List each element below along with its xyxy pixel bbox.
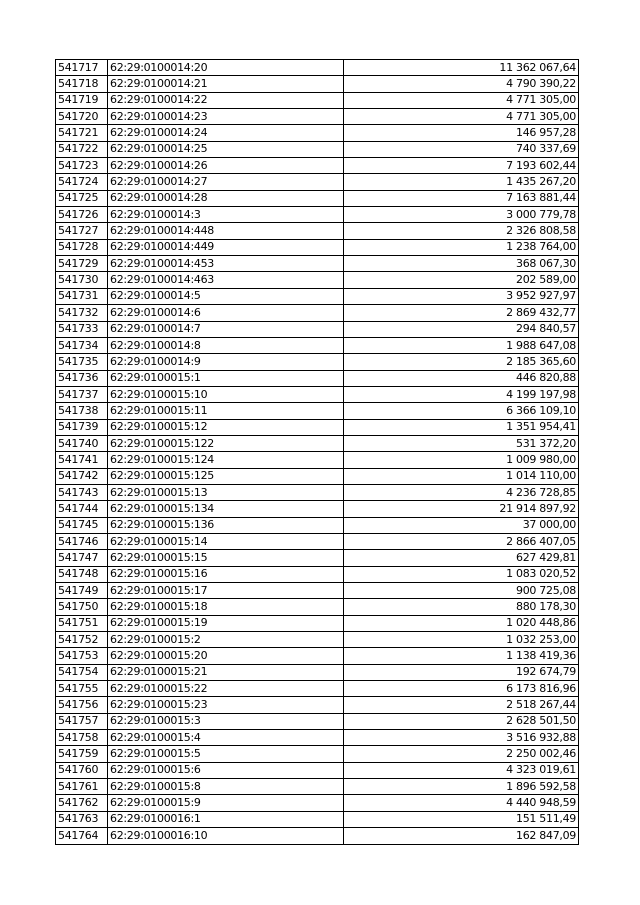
- cadastral-value-cell: 4 771 305,00: [344, 92, 579, 108]
- cadastral-value-cell: 1 083 020,52: [344, 566, 579, 582]
- cadastral-value-cell: 4 323 019,61: [344, 762, 579, 778]
- row-id-cell: 541726: [56, 207, 108, 223]
- table-row: [56, 533, 579, 549]
- row-id-cell: 541742: [56, 468, 108, 484]
- cadastral-number-cell: 62:29:0100015:5: [108, 746, 344, 762]
- row-id-cell: 541743: [56, 484, 108, 500]
- cadastral-value-cell: 294 840,57: [344, 321, 579, 337]
- cadastral-number-cell: 62:29:0100014:453: [108, 256, 344, 272]
- row-id-cell: 541728: [56, 239, 108, 255]
- table-row: [56, 795, 579, 811]
- table-row: [56, 256, 579, 272]
- cadastral-value-cell: 4 771 305,00: [344, 109, 579, 125]
- row-id-cell: 541721: [56, 125, 108, 141]
- cadastral-number-cell: 62:29:0100015:8: [108, 779, 344, 795]
- table-row: [56, 190, 579, 206]
- row-id-cell: 541725: [56, 190, 108, 206]
- cadastral-number-cell: 62:29:0100014:463: [108, 272, 344, 288]
- table-row: [56, 632, 579, 648]
- row-id-cell: 541735: [56, 354, 108, 370]
- cadastral-number-cell: 62:29:0100015:12: [108, 419, 344, 435]
- cadastral-number-cell: 62:29:0100014:28: [108, 190, 344, 206]
- table-row: [56, 158, 579, 174]
- row-id-cell: 541748: [56, 566, 108, 582]
- row-id-cell: 541736: [56, 370, 108, 386]
- cadastral-number-cell: 62:29:0100015:10: [108, 386, 344, 402]
- cadastral-number-cell: 62:29:0100014:6: [108, 305, 344, 321]
- table-row: [56, 811, 579, 827]
- row-id-cell: 541718: [56, 76, 108, 92]
- cadastral-number-cell: 62:29:0100016:1: [108, 811, 344, 827]
- cadastral-value-cell: 1 435 267,20: [344, 174, 579, 190]
- cadastral-number-cell: 62:29:0100014:3: [108, 207, 344, 223]
- cadastral-number-cell: 62:29:0100015:17: [108, 583, 344, 599]
- cadastral-value-cell: 4 236 728,85: [344, 484, 579, 500]
- cadastral-value-cell: 7 193 602,44: [344, 158, 579, 174]
- row-id-cell: 541744: [56, 501, 108, 517]
- cadastral-number-cell: 62:29:0100014:25: [108, 141, 344, 157]
- cadastral-value-cell: 202 589,00: [344, 272, 579, 288]
- cadastral-value-cell: 1 009 980,00: [344, 452, 579, 468]
- cadastral-value-cell: 900 725,08: [344, 583, 579, 599]
- row-id-cell: 541750: [56, 599, 108, 615]
- cadastral-value-cell: 11 362 067,64: [344, 60, 579, 76]
- table-row: [56, 109, 579, 125]
- cadastral-value-cell: 146 957,28: [344, 125, 579, 141]
- table-row: [56, 141, 579, 157]
- row-id-cell: 541746: [56, 533, 108, 549]
- table-row: [56, 174, 579, 190]
- table-row: [56, 125, 579, 141]
- cadastral-value-cell: 627 429,81: [344, 550, 579, 566]
- cadastral-value-cell: 1 896 592,58: [344, 779, 579, 795]
- cadastral-value-cell: 1 014 110,00: [344, 468, 579, 484]
- row-id-cell: 541752: [56, 632, 108, 648]
- row-id-cell: 541724: [56, 174, 108, 190]
- cadastral-number-cell: 62:29:0100014:23: [108, 109, 344, 125]
- cadastral-value-cell: 2 518 267,44: [344, 697, 579, 713]
- table-row: [56, 288, 579, 304]
- cadastral-number-cell: 62:29:0100016:10: [108, 828, 344, 844]
- table-row: [56, 599, 579, 615]
- row-id-cell: 541717: [56, 60, 108, 76]
- cadastral-number-cell: 62:29:0100015:23: [108, 697, 344, 713]
- cadastral-number-cell: 62:29:0100015:15: [108, 550, 344, 566]
- cadastral-value-cell: 368 067,30: [344, 256, 579, 272]
- cadastral-number-cell: 62:29:0100015:1: [108, 370, 344, 386]
- cadastral-number-cell: 62:29:0100015:9: [108, 795, 344, 811]
- cadastral-value-cell: 2 869 432,77: [344, 305, 579, 321]
- table-row: [56, 386, 579, 402]
- cadastral-value-cell: 1 238 764,00: [344, 239, 579, 255]
- cadastral-number-cell: 62:29:0100014:7: [108, 321, 344, 337]
- cadastral-number-cell: 62:29:0100015:11: [108, 403, 344, 419]
- cadastral-value-cell: 3 952 927,97: [344, 288, 579, 304]
- cadastral-number-cell: 62:29:0100015:4: [108, 730, 344, 746]
- table-row: [56, 697, 579, 713]
- row-id-cell: 541762: [56, 795, 108, 811]
- row-id-cell: 541733: [56, 321, 108, 337]
- cadastral-value-cell: 1 988 647,08: [344, 337, 579, 353]
- table-row: [56, 583, 579, 599]
- table-row: [56, 321, 579, 337]
- table-row: [56, 746, 579, 762]
- row-id-cell: 541764: [56, 828, 108, 844]
- cadastral-number-cell: 62:29:0100015:6: [108, 762, 344, 778]
- cadastral-value-cell: 37 000,00: [344, 517, 579, 533]
- table-row: [56, 370, 579, 386]
- row-id-cell: 541747: [56, 550, 108, 566]
- row-id-cell: 541727: [56, 223, 108, 239]
- cadastral-value-table: [55, 59, 579, 845]
- table-row: [56, 60, 579, 76]
- cadastral-number-cell: 62:29:0100014:5: [108, 288, 344, 304]
- row-id-cell: 541754: [56, 664, 108, 680]
- cadastral-value-cell: 4 199 197,98: [344, 386, 579, 402]
- cadastral-value-cell: 2 185 365,60: [344, 354, 579, 370]
- row-id-cell: 541758: [56, 730, 108, 746]
- cadastral-number-cell: 62:29:0100015:21: [108, 664, 344, 680]
- cadastral-number-cell: 62:29:0100014:27: [108, 174, 344, 190]
- row-id-cell: 541760: [56, 762, 108, 778]
- cadastral-number-cell: 62:29:0100015:16: [108, 566, 344, 582]
- cadastral-value-cell: 6 173 816,96: [344, 681, 579, 697]
- table-row: [56, 615, 579, 631]
- row-id-cell: 541745: [56, 517, 108, 533]
- cadastral-number-cell: 62:29:0100015:22: [108, 681, 344, 697]
- table-row: [56, 762, 579, 778]
- cadastral-number-cell: 62:29:0100014:448: [108, 223, 344, 239]
- table-row: [56, 272, 579, 288]
- table-body: [56, 60, 579, 845]
- cadastral-value-cell: 151 511,49: [344, 811, 579, 827]
- cadastral-number-cell: 62:29:0100015:18: [108, 599, 344, 615]
- row-id-cell: 541739: [56, 419, 108, 435]
- cadastral-number-cell: 62:29:0100014:24: [108, 125, 344, 141]
- cadastral-number-cell: 62:29:0100015:2: [108, 632, 344, 648]
- cadastral-value-cell: 21 914 897,92: [344, 501, 579, 517]
- row-id-cell: 541755: [56, 681, 108, 697]
- table-row: [56, 779, 579, 795]
- row-id-cell: 541737: [56, 386, 108, 402]
- row-id-cell: 541757: [56, 713, 108, 729]
- row-id-cell: 541751: [56, 615, 108, 631]
- cadastral-number-cell: 62:29:0100014:449: [108, 239, 344, 255]
- table-row: [56, 207, 579, 223]
- row-id-cell: 541761: [56, 779, 108, 795]
- row-id-cell: 541741: [56, 452, 108, 468]
- table-row: [56, 484, 579, 500]
- table-row: [56, 550, 579, 566]
- cadastral-value-cell: 2 326 808,58: [344, 223, 579, 239]
- cadastral-number-cell: 62:29:0100014:22: [108, 92, 344, 108]
- table-row: [56, 92, 579, 108]
- table-row: [56, 501, 579, 517]
- cadastral-number-cell: 62:29:0100015:3: [108, 713, 344, 729]
- row-id-cell: 541722: [56, 141, 108, 157]
- table-row: [56, 337, 579, 353]
- row-id-cell: 541753: [56, 648, 108, 664]
- cadastral-value-cell: 4 440 948,59: [344, 795, 579, 811]
- row-id-cell: 541723: [56, 158, 108, 174]
- row-id-cell: 541731: [56, 288, 108, 304]
- cadastral-value-cell: 3 516 932,88: [344, 730, 579, 746]
- cadastral-value-cell: 4 790 390,22: [344, 76, 579, 92]
- cadastral-value-cell: 3 000 779,78: [344, 207, 579, 223]
- cadastral-value-cell: 2 866 407,05: [344, 533, 579, 549]
- cadastral-number-cell: 62:29:0100015:124: [108, 452, 344, 468]
- row-id-cell: 541756: [56, 697, 108, 713]
- cadastral-number-cell: 62:29:0100015:125: [108, 468, 344, 484]
- cadastral-value-cell: 880 178,30: [344, 599, 579, 615]
- table-row: [56, 468, 579, 484]
- row-id-cell: 541719: [56, 92, 108, 108]
- table-row: [56, 517, 579, 533]
- cadastral-number-cell: 62:29:0100014:26: [108, 158, 344, 174]
- table-row: [56, 354, 579, 370]
- cadastral-value-cell: 192 674,79: [344, 664, 579, 680]
- cadastral-number-cell: 62:29:0100014:21: [108, 76, 344, 92]
- cadastral-number-cell: 62:29:0100014:8: [108, 337, 344, 353]
- row-id-cell: 541740: [56, 435, 108, 451]
- table-row: [56, 648, 579, 664]
- cadastral-value-cell: 162 847,09: [344, 828, 579, 844]
- cadastral-number-cell: 62:29:0100014:20: [108, 60, 344, 76]
- table-row: [56, 403, 579, 419]
- row-id-cell: 541729: [56, 256, 108, 272]
- cadastral-number-cell: 62:29:0100014:9: [108, 354, 344, 370]
- row-id-cell: 541749: [56, 583, 108, 599]
- cadastral-value-cell: 2 628 501,50: [344, 713, 579, 729]
- cadastral-value-cell: 1 020 448,86: [344, 615, 579, 631]
- cadastral-value-cell: 1 351 954,41: [344, 419, 579, 435]
- cadastral-number-cell: 62:29:0100015:136: [108, 517, 344, 533]
- cadastral-number-cell: 62:29:0100015:13: [108, 484, 344, 500]
- cadastral-value-cell: 740 337,69: [344, 141, 579, 157]
- cadastral-value-cell: 1 032 253,00: [344, 632, 579, 648]
- table-row: [56, 664, 579, 680]
- row-id-cell: 541763: [56, 811, 108, 827]
- cadastral-value-cell: 7 163 881,44: [344, 190, 579, 206]
- cadastral-number-cell: 62:29:0100015:14: [108, 533, 344, 549]
- table-row: [56, 681, 579, 697]
- table-row: [56, 730, 579, 746]
- cadastral-value-cell: 531 372,20: [344, 435, 579, 451]
- cadastral-value-cell: 1 138 419,36: [344, 648, 579, 664]
- row-id-cell: 541720: [56, 109, 108, 125]
- table-row: [56, 76, 579, 92]
- cadastral-number-cell: 62:29:0100015:122: [108, 435, 344, 451]
- table-row: [56, 435, 579, 451]
- table-row: [56, 239, 579, 255]
- row-id-cell: 541734: [56, 337, 108, 353]
- row-id-cell: 541738: [56, 403, 108, 419]
- table-row: [56, 452, 579, 468]
- cadastral-number-cell: 62:29:0100015:20: [108, 648, 344, 664]
- cadastral-value-cell: 446 820,88: [344, 370, 579, 386]
- row-id-cell: 541732: [56, 305, 108, 321]
- table-row: [56, 713, 579, 729]
- table-row: [56, 419, 579, 435]
- cadastral-number-cell: 62:29:0100015:134: [108, 501, 344, 517]
- row-id-cell: 541730: [56, 272, 108, 288]
- table-row: [56, 223, 579, 239]
- cadastral-number-cell: 62:29:0100015:19: [108, 615, 344, 631]
- cadastral-value-cell: 6 366 109,10: [344, 403, 579, 419]
- row-id-cell: 541759: [56, 746, 108, 762]
- table-row: [56, 566, 579, 582]
- table-row: [56, 305, 579, 321]
- cadastral-value-cell: 2 250 002,46: [344, 746, 579, 762]
- table-row: [56, 828, 579, 844]
